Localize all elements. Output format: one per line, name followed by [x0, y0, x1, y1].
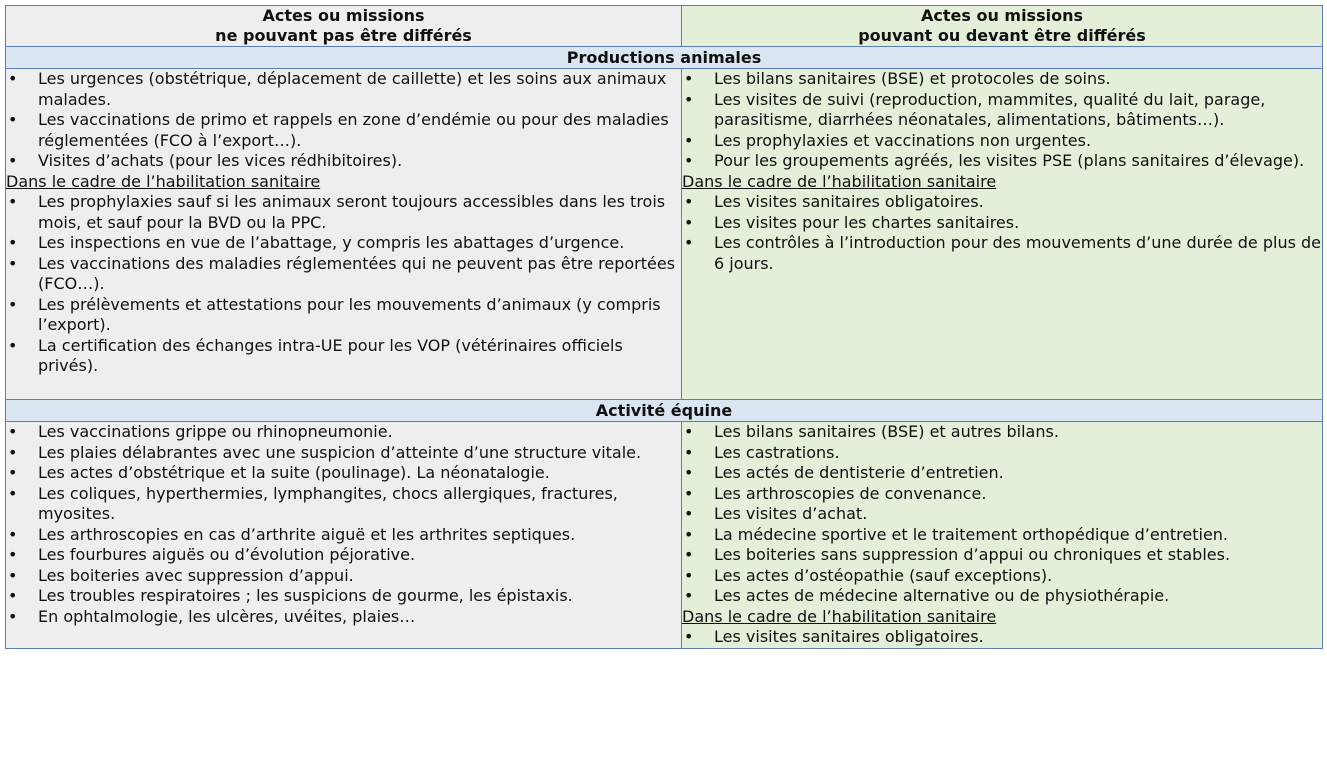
list-item: • La médecine sportive et le traitement orthopédique d’entretien. — [682, 525, 1322, 546]
list-item: • Les troubles respiratoires ; les suspicions de gourme, les épistaxis. — [6, 586, 681, 607]
section-row-production — [6, 47, 1323, 69]
list-item: • La certification des échanges intra-UE pour les VOP (vétérinaires officiels privés). — [6, 336, 681, 377]
header-left — [6, 6, 682, 47]
equine-right-cell — [682, 422, 1323, 649]
header-right-line1: Actes ou missions — [920, 6, 1083, 25]
list-item: • Les actes de médecine alternative ou de physiothérapie. — [682, 586, 1322, 607]
header-right — [682, 6, 1323, 47]
production-left-list-b — [6, 192, 681, 377]
production-right-list-b — [682, 192, 1322, 274]
header-left-line1: Actes ou missions — [262, 6, 425, 25]
section-title-equine: Activité équine — [6, 400, 1323, 422]
equine-right-subhead: Dans le cadre de l’habilitation sanitaire — [682, 606, 997, 626]
missions-table — [5, 5, 1323, 649]
production-right-list-a — [682, 69, 1322, 172]
production-left-list-a — [6, 69, 681, 172]
list-item: • Les boiteries sans suppression d’appui ou chroniques et stables. — [682, 545, 1322, 566]
production-right-cell — [682, 69, 1323, 400]
list-item: • Les plaies délabrantes avec une suspicion d’atteinte d’une structure vitale. — [6, 443, 681, 464]
list-item: • Pour les groupements agréés, les visites PSE (plans sanitaires d’élevage). — [682, 151, 1322, 172]
list-item: • Les boiteries avec suppression d’appui. — [6, 566, 681, 587]
list-item: • Les urgences (obstétrique, déplacement de caillette) et les soins aux animaux malades. — [6, 69, 681, 110]
section-row-equine — [6, 400, 1323, 422]
list-item: • Les bilans sanitaires (BSE) et protocoles de soins. — [682, 69, 1322, 90]
list-item: • Les bilans sanitaires (BSE) et autres bilans. — [682, 422, 1322, 443]
list-item: • Les vaccinations grippe ou rhinopneumonie. — [6, 422, 681, 443]
equine-right-list-a — [682, 422, 1322, 607]
header-left-line2: ne pouvant pas être différés — [215, 26, 472, 45]
list-item: • Les vaccinations de primo et rappels en zone d’endémie ou pour des maladies réglementées (FCO à l’export…). — [6, 110, 681, 151]
list-item: • Les prélèvements et attestations pour les mouvements d’animaux (y compris l’export). — [6, 295, 681, 336]
list-item: • Les contrôles à l’introduction pour des mouvements d’une durée de plus de 6 jours. — [682, 233, 1322, 274]
list-item: • Les prophylaxies et vaccinations non urgentes. — [682, 131, 1322, 152]
list-item: • Les castrations. — [682, 443, 1322, 464]
list-item: • Les visites d’achat. — [682, 504, 1322, 525]
list-item: • Les actés de dentisterie d’entretien. — [682, 463, 1322, 484]
list-item: • Les actes d’obstétrique et la suite (poulinage). La néonatalogie. — [6, 463, 681, 484]
list-item: • Les prophylaxies sauf si les animaux seront toujours accessibles dans les trois mois, et sauf pour la BVD ou la PPC. — [6, 192, 681, 233]
equine-row — [6, 422, 1323, 649]
list-item: • Les fourbures aiguës ou d’évolution péjorative. — [6, 545, 681, 566]
equine-left-list-a — [6, 422, 681, 627]
list-item: • Les arthroscopies en cas d’arthrite aiguë et les arthrites septiques. — [6, 525, 681, 546]
production-left-subhead: Dans le cadre de l’habilitation sanitaire — [6, 171, 321, 191]
production-row — [6, 69, 1323, 400]
list-item: • Les coliques, hyperthermies, lymphangites, chocs allergiques, fractures, myosites. — [6, 484, 681, 525]
list-item: • Les vaccinations des maladies réglementées qui ne peuvent pas être reportées (FCO…). — [6, 254, 681, 295]
list-item: • Les inspections en vue de l’abattage, y compris les abattages d’urgence. — [6, 233, 681, 254]
list-item: • En ophtalmologie, les ulcères, uvéites, plaies… — [6, 607, 681, 628]
list-item: • Les visites pour les chartes sanitaires. — [682, 213, 1322, 234]
list-item: • Les visites de suivi (reproduction, mammites, qualité du lait, parage, parasitisme, diarrhées néonatales, alimentations, bâtiments…). — [682, 90, 1322, 131]
list-item: • Visites d’achats (pour les vices rédhibitoires). — [6, 151, 681, 172]
header-row — [6, 6, 1323, 47]
header-right-line2: pouvant ou devant être différés — [858, 26, 1146, 45]
production-left-cell — [6, 69, 682, 400]
section-title-production: Productions animales — [6, 47, 1323, 69]
list-item: • Les visites sanitaires obligatoires. — [682, 627, 1322, 648]
production-right-subhead: Dans le cadre de l’habilitation sanitaire — [682, 171, 997, 191]
equine-right-list-b — [682, 627, 1322, 648]
equine-left-cell — [6, 422, 682, 649]
list-item: • Les visites sanitaires obligatoires. — [682, 192, 1322, 213]
list-item: • Les actes d’ostéopathie (sauf exceptions). — [682, 566, 1322, 587]
list-item: • Les arthroscopies de convenance. — [682, 484, 1322, 505]
